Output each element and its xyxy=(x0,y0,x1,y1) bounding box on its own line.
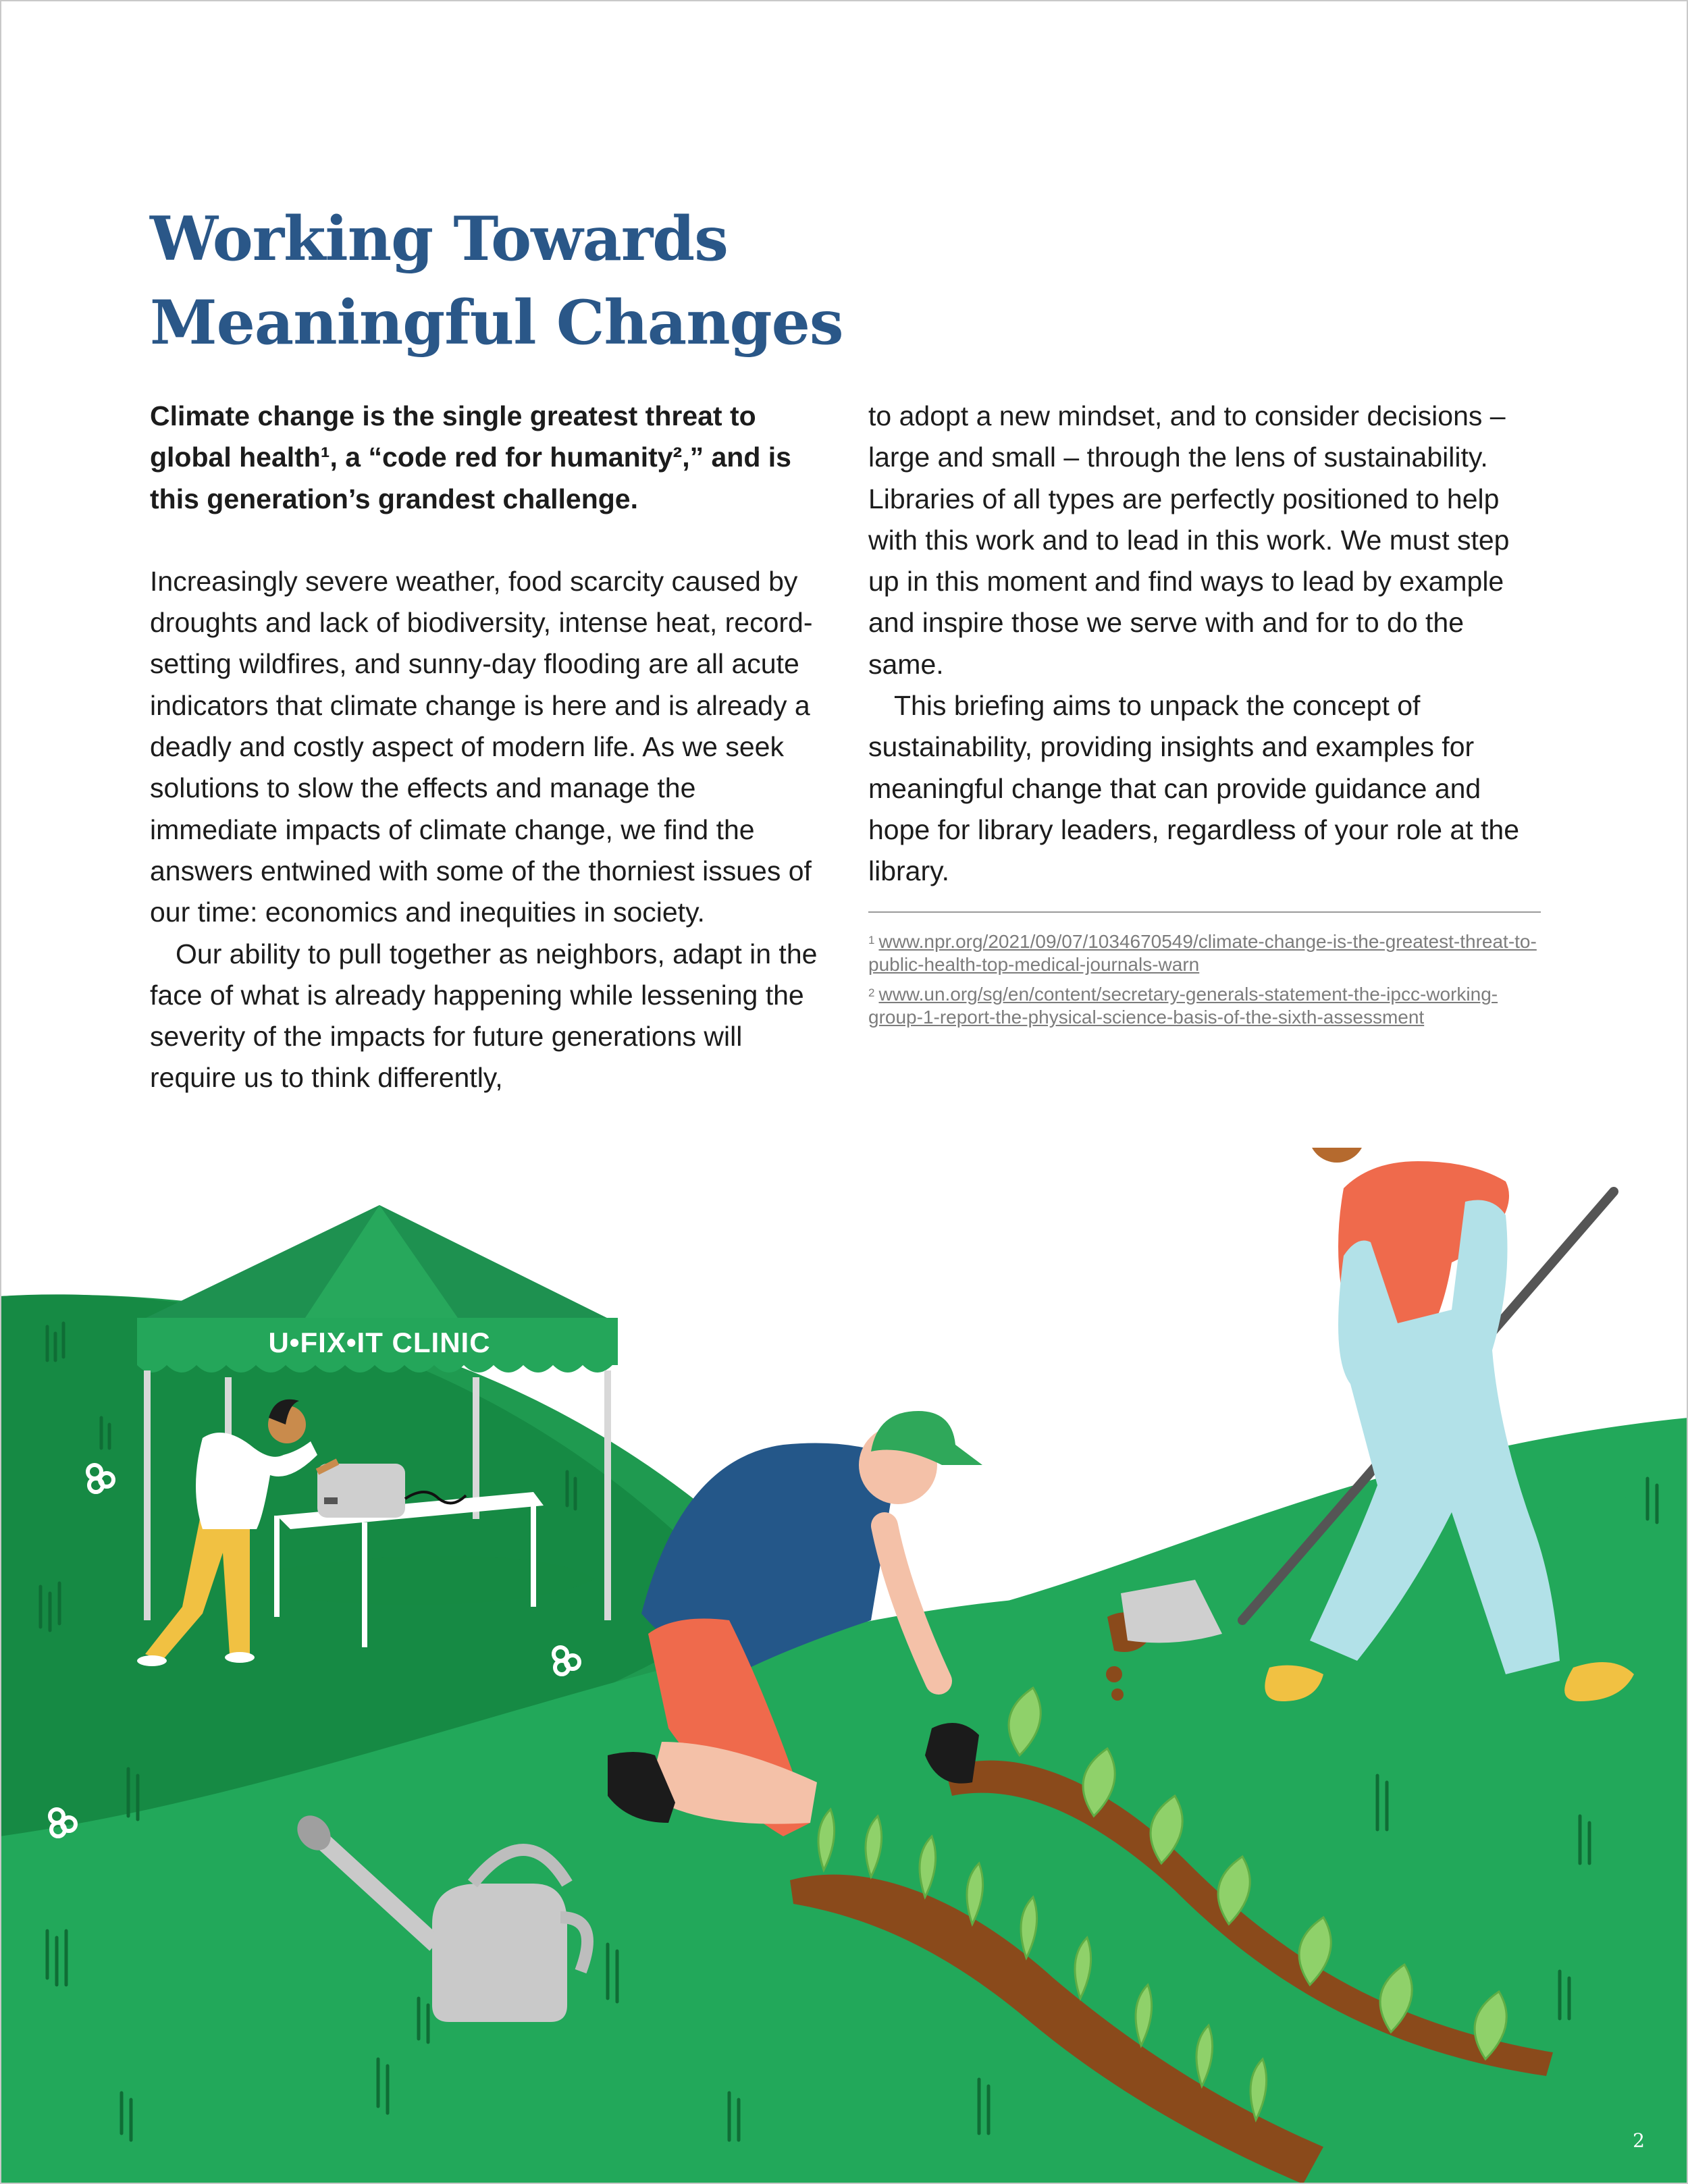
footnote-link-1[interactable]: www.npr.org/2021/09/07/1034670549/climate-change-is-the-greatest-threat-to-public-health-top-medical-journals-warn xyxy=(868,931,1537,975)
title-line-2: Meaningful Changes xyxy=(150,287,843,358)
gardening-illustration xyxy=(0,1148,1688,2184)
page-number: 2 xyxy=(1633,2129,1645,2152)
footnote-divider xyxy=(868,911,1541,913)
footnote-link-2[interactable]: www.un.org/sg/en/content/secretary-generals-statement-the-ipcc-working-group-1-report-the-physical-science-basis-of-the-sixth-assessment xyxy=(868,984,1498,1028)
body-paragraph-1: Increasingly severe weather, food scarcity caused by droughts and lack of biodiversity, intense heat, record-setting wildfires, and sunny-day flooding are all acute indicators that climate change is here and is already a deadly and costly aspect of modern life. As we seek solutions to slow the effects and manage the immediate impacts of climate change, we find the answers entwined with some of the thorniest issues of our time: economics and inequities in society. xyxy=(150,565,813,928)
tent-sign: U•FIX•IT CLINIC xyxy=(268,1327,491,1358)
page-title xyxy=(150,197,893,365)
lead-paragraph: Climate change is the single greatest threat to global health¹, a “code red for humanity²,” and is this generation’s grandest challenge. xyxy=(150,400,791,514)
title-line-1: Working Towards xyxy=(150,203,728,275)
body-paragraph-2-continued: to adopt a new mindset, and to consider decisions – large and small – through the lens of sustainability. Libraries of all types are perfectly positioned to help with this work and to lead in this work. We must step up in this moment and find ways to lead by example and inspire those we serve with and for to do the same. xyxy=(868,400,1510,680)
body-paragraph-2: Our ability to pull together as neighbors, adapt in the face of what is already happening while lessening the severity of the impacts for future generations will require us to think differently, xyxy=(150,938,818,1094)
left-column xyxy=(150,396,825,1099)
toaster xyxy=(317,1464,405,1518)
right-column xyxy=(868,396,1544,893)
footnote-mark-1: 1 xyxy=(868,934,875,947)
footnote-mark-2: 2 xyxy=(868,986,875,999)
footnotes xyxy=(868,930,1550,1036)
footnote-1 xyxy=(868,930,1550,976)
footnote-2 xyxy=(868,983,1550,1029)
body-paragraph-3: This briefing aims to unpack the concept of sustainability, providing insights and examples for meaningful change that can provide guidance and hope for library leaders, regardless of your role at the library. xyxy=(868,690,1520,887)
